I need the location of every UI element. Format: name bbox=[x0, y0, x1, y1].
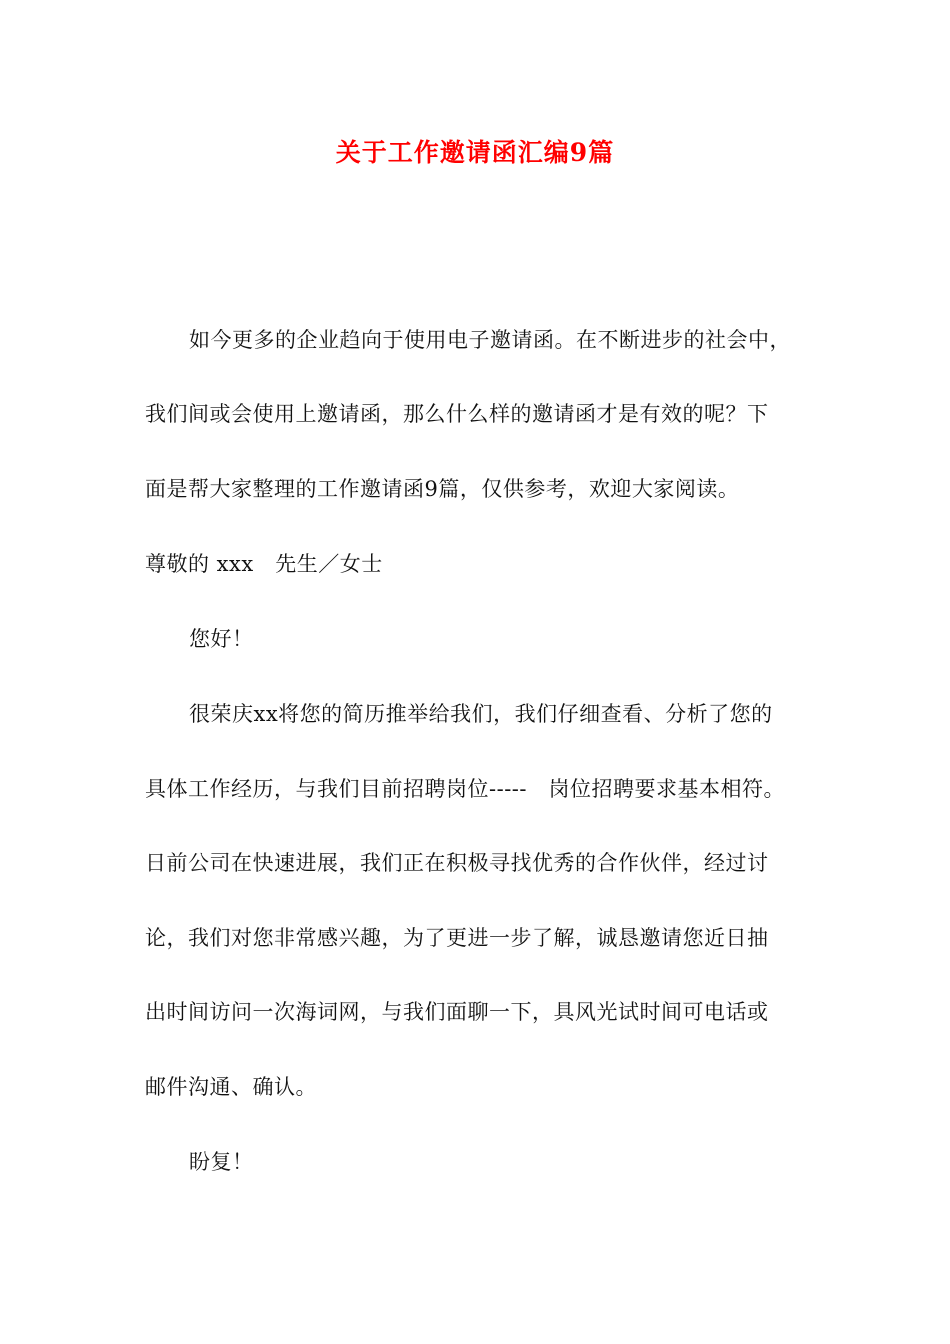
document-title: 关于工作邀请函汇编9篇 bbox=[335, 138, 615, 167]
body-line-6: 日前公司在快速进展，我们正在积极寻找优秀的合作伙伴，经过讨 bbox=[145, 851, 769, 875]
body-line-8: 出时间访问一次海词网，与我们面聊一下，具风光试时间可电话或 bbox=[145, 1000, 769, 1024]
body-line-5: 具体工作经历，与我们目前招聘岗位----- 岗位招聘要求基本相符。 bbox=[145, 777, 785, 801]
body-line-9: 邮件沟通、确认。 bbox=[145, 1075, 317, 1099]
body-line-4: 很荣庆xx将您的简历推举给我们，我们仔细查看、分析了您的 bbox=[189, 702, 773, 726]
greeting-line: 您好！ bbox=[189, 627, 254, 651]
body-line-3: 面是帮大家整理的工作邀请函9篇，仅供参考，欢迎大家阅读。 bbox=[145, 477, 740, 501]
salutation-line: 尊敬的 xxx 先生／女士 bbox=[145, 552, 383, 576]
body-line-2: 我们间或会使用上邀请函，那么什么样的邀请函才是有效的呢？下 bbox=[145, 402, 769, 426]
closing-line: 盼复！ bbox=[189, 1150, 254, 1174]
body-line-1: 如今更多的企业趋向于使用电子邀请函。在不断进步的社会中， bbox=[189, 328, 791, 352]
body-line-7: 论，我们对您非常感兴趣，为了更进一步了解，诚恳邀请您近日抽 bbox=[145, 926, 769, 950]
